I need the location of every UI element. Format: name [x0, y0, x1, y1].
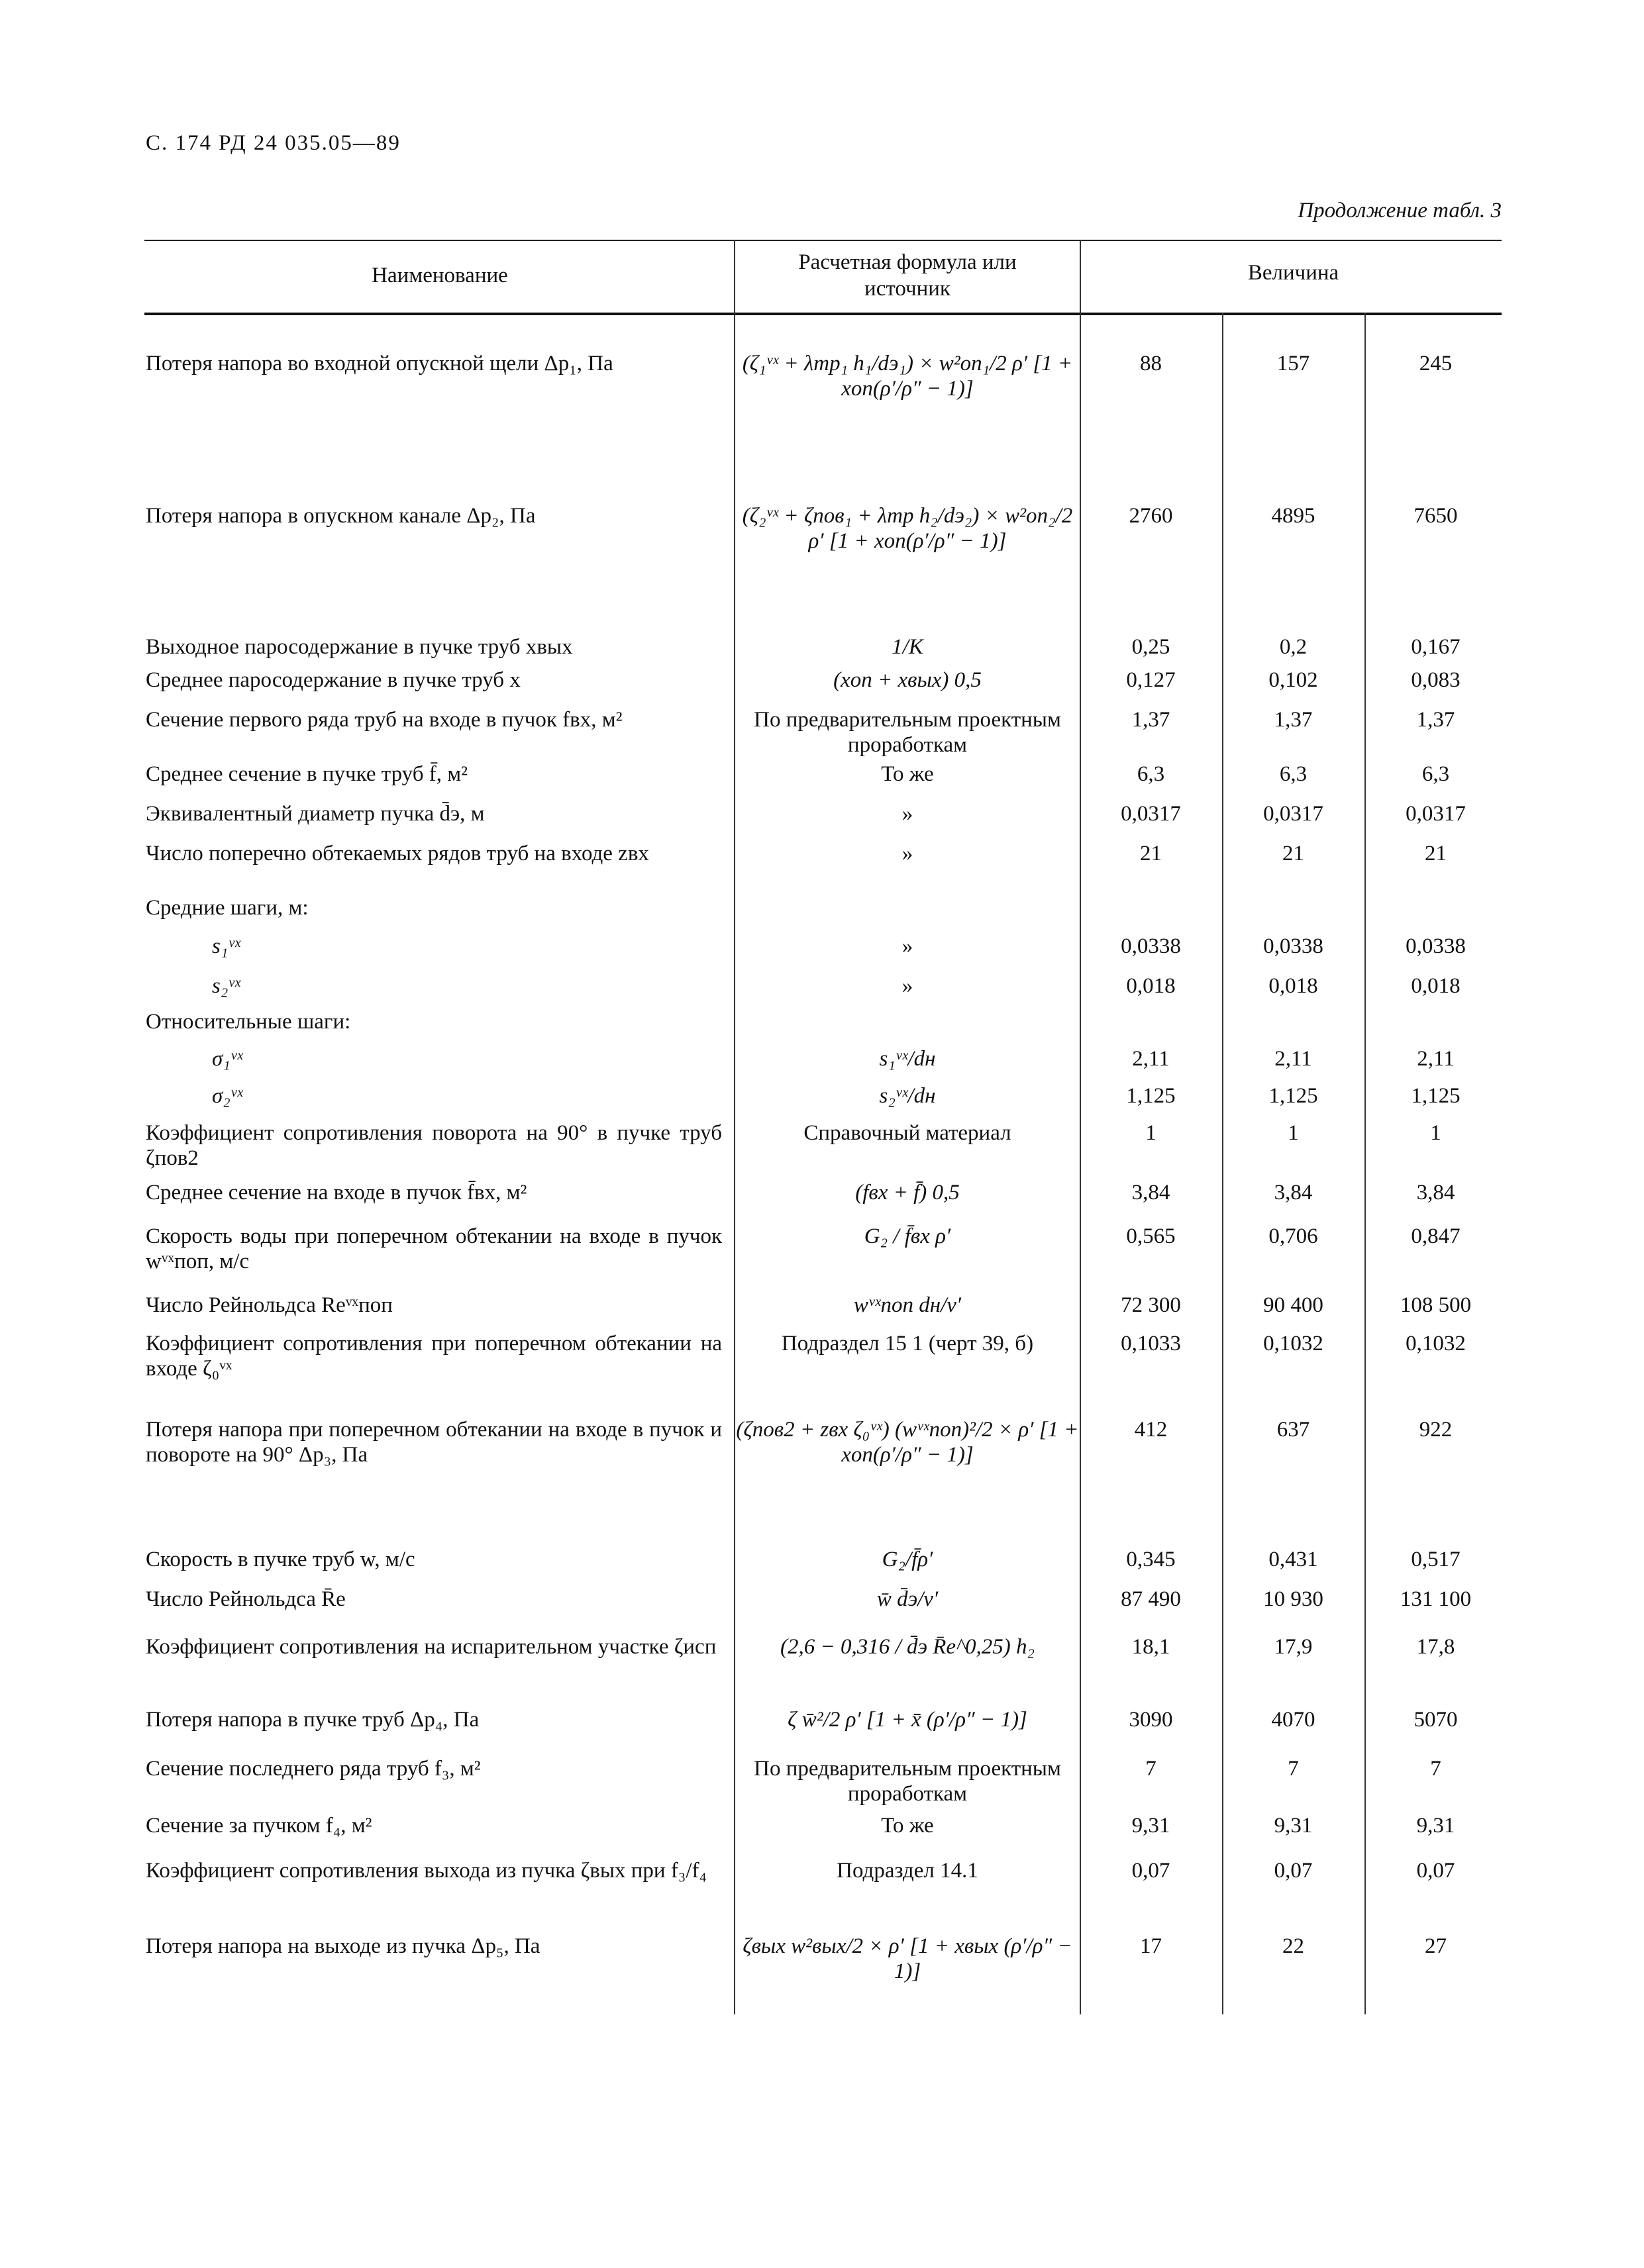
row-value-1: 0,127	[1126, 668, 1176, 692]
row-value-2: 3,84	[1274, 1181, 1313, 1205]
row-value-1: 0,1033	[1121, 1332, 1181, 1356]
row-formula: wᵛˣпоп dн/ν′	[853, 1293, 962, 1317]
table-continuation-label: Продолжение табл. 3	[1298, 199, 1502, 222]
row-value-1: 1	[1145, 1121, 1156, 1145]
row-name: Среднее паросодержание в пучке труб x	[146, 668, 521, 692]
row-formula: (fвх + f̄) 0,5	[855, 1181, 960, 1205]
row-name: Сечение за пучком f₄, м²	[146, 1814, 372, 1838]
row-value-2: 10 930	[1263, 1587, 1323, 1611]
row-name: Потеря напора на выходе из пучка Δp₅, Па	[146, 1934, 540, 1958]
row-value-3: 17,8	[1416, 1635, 1455, 1659]
row-value-3: 0,167	[1411, 635, 1461, 659]
row-formula: »	[901, 974, 913, 998]
column-header-name: Наименование	[372, 264, 508, 287]
row-formula: Справочный материал	[803, 1121, 1011, 1145]
row-value-2: 0,07	[1274, 1859, 1313, 1883]
row-value-1: 0,0338	[1121, 934, 1181, 958]
row-formula: Подраздел 15 1 (черт 39, б)	[781, 1332, 1034, 1356]
table-top-rule	[144, 240, 1502, 241]
row-value-3: 245	[1419, 352, 1453, 375]
row-name: Число поперечно обтекаемых рядов труб на входе zвх	[146, 842, 649, 865]
row-value-2: 1,37	[1274, 708, 1313, 732]
row-value-3: 7	[1430, 1757, 1441, 1781]
row-value-1: 1,37	[1131, 708, 1170, 732]
row-name: σ₁ᵛˣ	[212, 1047, 243, 1071]
row-name: Скорость воды при поперечном обтекании на входе в пучок wᵛˣпоп, м/с	[146, 1224, 722, 1273]
row-name: Потеря напора во входной опускной щели Δp₁, Па	[146, 352, 613, 375]
row-name: Скорость в пучке труб w, м/с	[146, 1548, 415, 1571]
row-value-2: 0,0338	[1263, 934, 1323, 958]
row-value-2: 1	[1288, 1121, 1299, 1145]
row-value-1: 88	[1140, 352, 1162, 375]
row-formula: »	[901, 842, 913, 865]
row-name: s₁ᵛˣ	[212, 934, 240, 958]
row-value-3: 0,847	[1411, 1224, 1461, 1248]
row-value-1: 3090	[1129, 1708, 1173, 1732]
row-value-2: 0,1032	[1263, 1332, 1323, 1356]
row-value-3: 0,083	[1411, 668, 1461, 692]
row-value-2: 9,31	[1274, 1814, 1313, 1838]
row-name: Выходное паросодержание в пучке труб xвых	[146, 635, 573, 659]
row-value-1: 7	[1145, 1757, 1156, 1781]
row-value-1: 0,345	[1126, 1548, 1176, 1571]
row-value-3: 1,125	[1411, 1084, 1461, 1108]
row-name: Потеря напора в опускном канале Δp₂, Па	[146, 504, 536, 528]
row-value-3: 0,0338	[1406, 934, 1466, 958]
row-name: Потеря напора при поперечном обтекании на входе в пучок и повороте на 90° Δp₃, Па	[146, 1418, 722, 1467]
row-value-3: 2,11	[1417, 1047, 1455, 1071]
row-formula: То же	[881, 1814, 934, 1838]
row-value-3: 131 100	[1400, 1587, 1472, 1611]
row-name: Коэффициент сопротивления при поперечном обтекании на входе ζ₀ᵛˣ	[146, 1332, 722, 1381]
row-value-3: 27	[1425, 1934, 1447, 1958]
row-formula: 1/K	[892, 635, 923, 659]
row-value-2: 0,018	[1268, 974, 1318, 998]
row-value-1: 0,018	[1126, 974, 1176, 998]
row-value-1: 0,07	[1131, 1859, 1170, 1883]
row-formula: (ζ₁ᵛˣ + λтр₁ h₁/dэ₁) × w²оп₁/2 ρ′ [1 + xоп(ρ′/ρ″ − 1)]	[742, 352, 1073, 401]
row-value-1: 9,31	[1131, 1814, 1170, 1838]
row-value-2: 22	[1282, 1934, 1304, 1958]
row-formula: (ζ₂ᵛˣ + ζпов₁ + λтр h₂/dэ₂) × w²оп₂/2 ρ′ [1 + xоп(ρ′/ρ″ − 1)]	[742, 504, 1073, 553]
row-name: σ₂ᵛˣ	[212, 1084, 243, 1108]
row-value-1: 17	[1140, 1934, 1162, 1958]
row-name: Потеря напора в пучке труб Δp₄, Па	[146, 1708, 480, 1732]
row-value-3: 6,3	[1421, 762, 1450, 786]
row-value-2: 17,9	[1274, 1635, 1313, 1659]
row-value-2: 4895	[1271, 504, 1315, 528]
row-value-3: 3,84	[1416, 1181, 1455, 1205]
row-value-2: 21	[1282, 842, 1304, 865]
row-value-2: 2,11	[1274, 1047, 1312, 1071]
row-value-1: 72 300	[1121, 1293, 1181, 1317]
row-name: Коэффициент сопротивления выхода из пучка ζвых при f₃/f₄	[146, 1859, 707, 1883]
row-value-2: 4070	[1271, 1708, 1315, 1732]
row-value-1: 21	[1140, 842, 1162, 865]
row-formula: ζвых w²вых/2 × ρ′ [1 + xвых (ρ′/ρ″ − 1)]	[743, 1934, 1072, 1983]
row-value-3: 0,018	[1411, 974, 1461, 998]
row-name: Среднее сечение в пучке труб f̄, м²	[146, 762, 468, 786]
row-value-2: 90 400	[1263, 1293, 1323, 1317]
row-formula: Подраздел 14.1	[837, 1859, 978, 1883]
row-name: Коэффициент сопротивления на испарительном участке ζисп	[146, 1635, 717, 1659]
row-value-3: 0,0317	[1406, 802, 1466, 826]
row-value-1: 87 490	[1121, 1587, 1181, 1611]
row-name: Эквивалентный диаметр пучка d̄э, м	[146, 802, 485, 826]
row-name: s₂ᵛˣ	[212, 974, 240, 998]
row-formula: G₂/f̄ρ′	[882, 1548, 933, 1571]
row-formula: (2,6 − 0,316 / d̄э R̄e^0,25) h₂	[780, 1635, 1035, 1659]
row-value-2: 0,102	[1268, 668, 1318, 692]
page-header: С. 174 РД 24 035.05—89	[146, 131, 401, 155]
row-name: Средние шаги, м:	[146, 896, 309, 920]
row-value-2: 0,431	[1268, 1548, 1318, 1571]
row-formula: s₁ᵛˣ/dн	[879, 1047, 936, 1071]
row-formula: G₂ / f̄вх ρ′	[864, 1224, 951, 1248]
row-value-3: 9,31	[1416, 1814, 1455, 1838]
row-formula: По предварительным проектным проработкам	[754, 1757, 1061, 1806]
row-value-1: 0,565	[1126, 1224, 1176, 1248]
row-value-3: 21	[1425, 842, 1447, 865]
row-value-3: 1	[1430, 1121, 1441, 1145]
row-value-3: 108 500	[1400, 1293, 1472, 1317]
row-formula: »	[901, 802, 913, 826]
table-header-rule	[144, 313, 1502, 315]
row-formula: s₂ᵛˣ/dн	[879, 1084, 936, 1108]
row-value-1: 2760	[1129, 504, 1173, 528]
row-name: Коэффициент сопротивления поворота на 90° в пучке труб ζпов2	[146, 1121, 722, 1170]
row-formula: ζ w̄²/2 ρ′ [1 + x̄ (ρ′/ρ″ − 1)]	[788, 1708, 1027, 1732]
row-value-2: 0,706	[1268, 1224, 1318, 1248]
row-value-2: 0,2	[1279, 635, 1308, 659]
row-name: Сечение последнего ряда труб f₃, м²	[146, 1757, 481, 1781]
row-formula: (xоп + xвых) 0,5	[833, 668, 982, 692]
row-value-1: 2,11	[1132, 1047, 1170, 1071]
row-value-2: 0,0317	[1263, 802, 1323, 826]
row-value-3: 0,1032	[1406, 1332, 1466, 1356]
row-value-3: 0,07	[1416, 1859, 1455, 1883]
row-value-2: 637	[1276, 1418, 1310, 1442]
row-formula: По предварительным проектным проработкам	[754, 708, 1061, 757]
row-name: Число Рейнольдса R̄e	[146, 1587, 346, 1611]
column-header-formula: Расчетная формула или источник	[798, 250, 1017, 301]
row-formula: w̄ d̄э/ν′	[876, 1587, 939, 1611]
column-header-value: Величина	[1247, 261, 1339, 285]
row-name: Число Рейнольдса Reᵛˣпоп	[146, 1293, 393, 1317]
row-value-1: 6,3	[1137, 762, 1165, 786]
row-value-2: 157	[1276, 352, 1310, 375]
row-value-3: 922	[1419, 1418, 1453, 1442]
row-value-3: 1,37	[1416, 708, 1455, 732]
row-value-1: 0,0317	[1121, 802, 1181, 826]
row-value-1: 1,125	[1126, 1084, 1176, 1108]
row-value-3: 7650	[1413, 504, 1458, 528]
row-name: Относительные шаги:	[146, 1010, 351, 1034]
row-value-2: 6,3	[1279, 762, 1308, 786]
row-value-2: 7	[1288, 1757, 1299, 1781]
row-value-1: 0,25	[1131, 635, 1170, 659]
row-formula: То же	[881, 762, 934, 786]
row-formula: (ζпов2 + zвх ζ₀ᵛˣ) (wᵛˣпоп)²/2 × ρ′ [1 + xоп(ρ′/ρ″ − 1)]	[736, 1418, 1079, 1467]
row-value-1: 18,1	[1131, 1635, 1170, 1659]
row-name: Сечение первого ряда труб на входе в пучок fвх, м²	[146, 708, 623, 732]
row-value-3: 5070	[1413, 1708, 1458, 1732]
row-value-1: 3,84	[1131, 1181, 1170, 1205]
row-name: Среднее сечение на входе в пучок f̄вх, м²	[146, 1181, 527, 1205]
row-value-3: 0,517	[1411, 1548, 1461, 1571]
row-value-1: 412	[1134, 1418, 1168, 1442]
row-value-2: 1,125	[1268, 1084, 1318, 1108]
row-formula: »	[901, 934, 913, 958]
